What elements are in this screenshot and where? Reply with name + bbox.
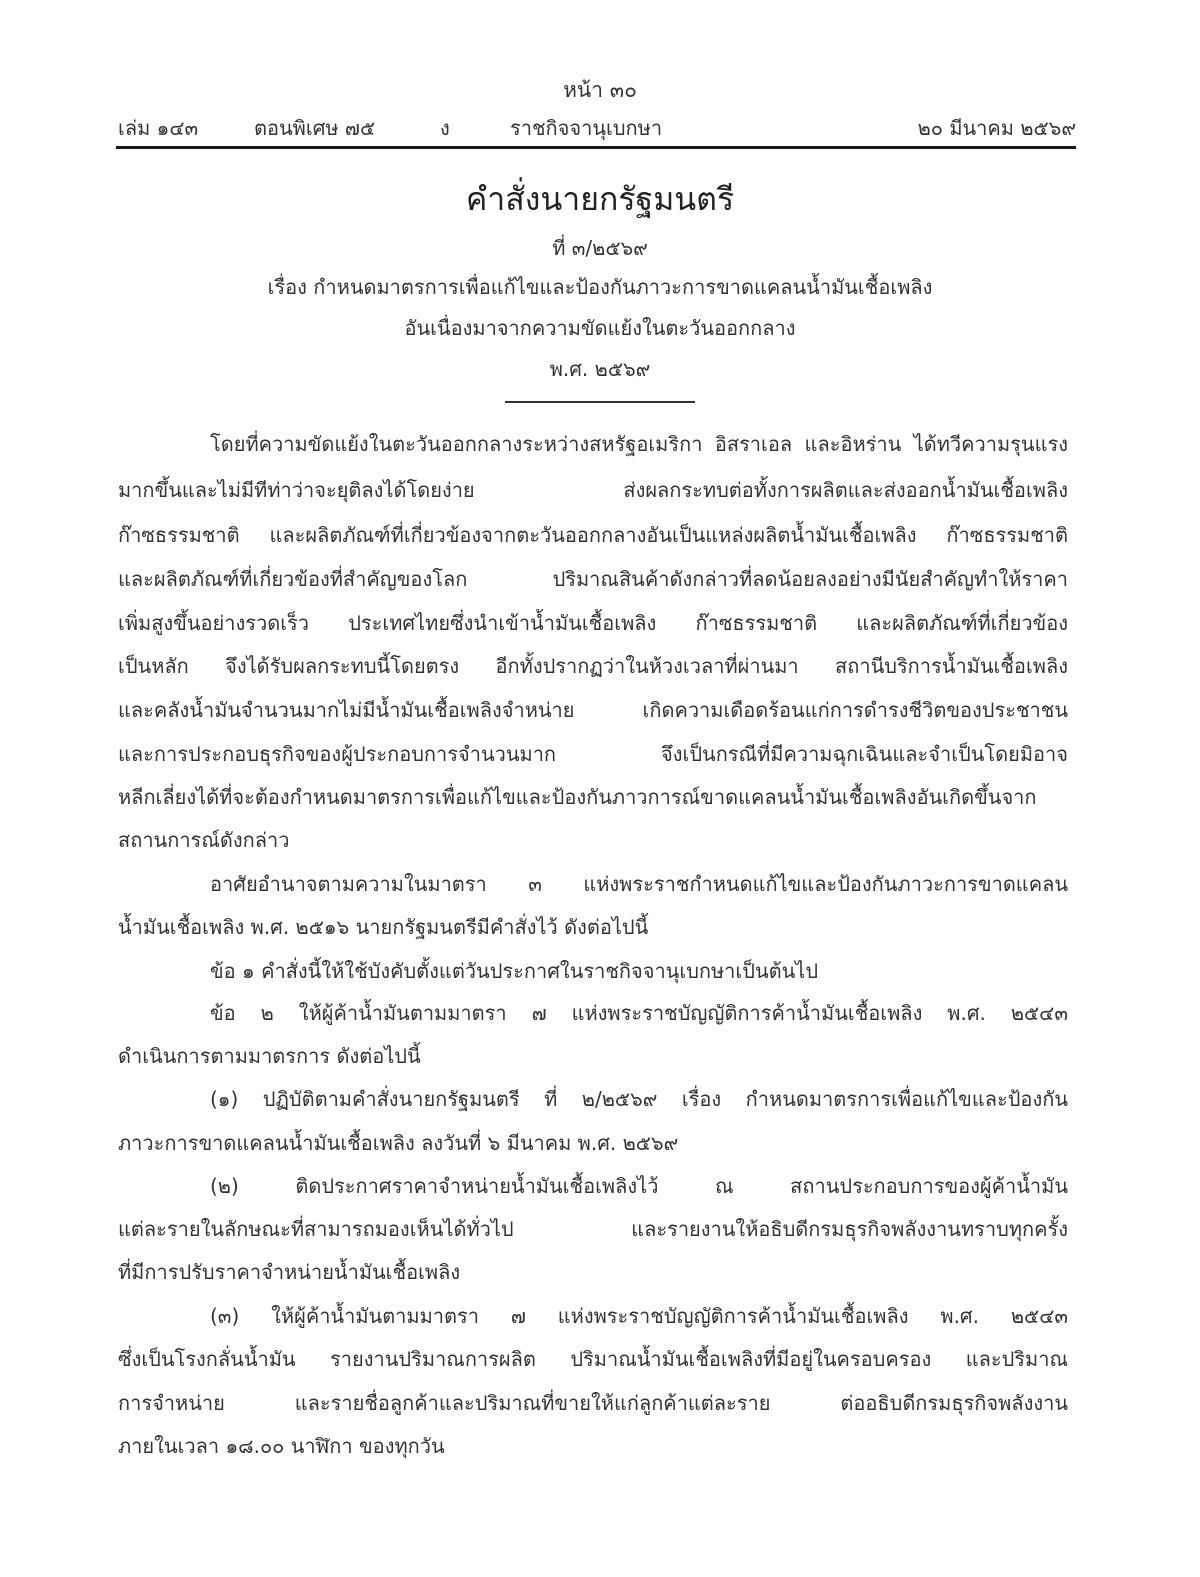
body-line: ดำเนินการตามมาตรการ ดังต่อไปนี้ [118, 1044, 421, 1068]
section-label: ตอนพิเศษ ๗๕ [254, 116, 376, 140]
part-label: ง [440, 116, 450, 140]
body-line: เป็นหลัก จึงได้รับผลกระทบนี้โดยตรง อีกทั้งปรากฏว่าในห้วงเวลาที่ผ่านมา สถานีบริการน้ำมันเชื้อเพลิง [118, 654, 1068, 678]
gazette-header [118, 112, 1076, 142]
body-line: ที่มีการปรับราคาจำหน่ายน้ำมันเชื้อเพลิง [118, 1260, 461, 1284]
order-number: ที่ ๓/๒๕๖๙ [552, 236, 648, 260]
body-line: หลีกเลี่ยงได้ที่จะต้องกำหนดมาตรการเพื่อแก้ไขและป้องกันภาวการณ์ขาดแคลนน้ำมันเชื้อเพลิงอันเกิดขึ้นจาก [118, 785, 1037, 809]
subject-line-1: เรื่อง กำหนดมาตรการเพื่อแก้ไขและป้องกันภาวะการขาดแคลนน้ำมันเชื้อเพลิง [267, 275, 933, 299]
body-line: และการประกอบธุรกิจของผู้ประกอบการจำนวนมาก จึงเป็นกรณีที่มีความฉุกเฉินและจำเป็นโดยมิอาจ [118, 742, 1068, 766]
volume-label: เล่ม ๑๔๓ [118, 116, 199, 140]
header-divider [116, 146, 1076, 149]
body-line: มากขึ้นและไม่มีทีท่าว่าจะยุติลงได้โดยง่าย ส่งผลกระทบต่อทั้งการผลิตและส่งออกน้ำมันเชื้อเพลิง [118, 478, 1068, 502]
sub-clause-2: (๒) ติดประกาศราคาจำหน่ายน้ำมันเชื้อเพลิงไว้ ณ สถานประกอบการของผู้ค้าน้ำมัน [210, 1174, 1068, 1198]
document-title: คำสั่งนายกรัฐมนตรี [465, 180, 735, 218]
body-line: น้ำมันเชื้อเพลิง พ.ศ. ๒๕๑๖ นายกรัฐมนตรีมีคำสั่งไว้ ดังต่อไปนี้ [118, 915, 649, 939]
body-line: เพิ่มสูงขึ้นอย่างรวดเร็ว ประเทศไทยซึ่งนำเข้าน้ำมันเชื้อเพลิง ก๊าซธรรมชาติ และผลิตภัณฑ์ที่เกี่ยวข้อง [118, 611, 1068, 635]
body-line: ซึ่งเป็นโรงกลั่นน้ำมัน รายงานปริมาณการผลิต ปริมาณน้ำมันเชื้อเพลิงที่มีอยู่ในครอบครอง และปริมาณ [118, 1347, 1068, 1371]
body-line: แต่ละรายในลักษณะที่สามารถมองเห็นได้ทั่วไป และรายงานให้อธิบดีกรมธุรกิจพลังงานทราบทุกครั้ง [118, 1217, 1068, 1241]
publication-name: ราชกิจจานุเบกษา [510, 116, 663, 140]
body-line: ภายในเวลา ๑๘.๐๐ นาฬิกา ของทุกวัน [118, 1434, 445, 1458]
clause-1: ข้อ ๑ คำสั่งนี้ให้ใช้บังคับตั้งแต่วันประกาศในราชกิจจานุเบกษาเป็นต้นไป [210, 959, 819, 983]
sub-clause-1: (๑) ปฏิบัติตามคำสั่งนายกรัฐมนตรี ที่ ๒/๒๕๖๙ เรื่อง กำหนดมาตรการเพื่อแก้ไขและป้องกัน [210, 1087, 1068, 1111]
body-line: ภาวะการขาดแคลนน้ำมันเชื้อเพลิง ลงวันที่ ๖ มีนาคม พ.ศ. ๒๕๖๙ [118, 1131, 679, 1155]
subject-line-2: อันเนื่องมาจากความขัดแย้งในตะวันออกกลาง [404, 316, 796, 340]
page-number: หน้า ๓๐ [563, 78, 637, 102]
publication-date: ๒๐ มีนาคม ๒๕๖๙ [917, 116, 1076, 140]
body-line: และผลิตภัณฑ์ที่เกี่ยวข้องที่สำคัญของโลก ปริมาณสินค้าดังกล่าวที่ลดน้อยลงอย่างมีนัยสำคัญทำให้ราคา [118, 567, 1068, 591]
body-line: ก๊าซธรรมชาติ และผลิตภัณฑ์ที่เกี่ยวข้องจากตะวันออกกลางอันเป็นแหล่งผลิตน้ำมันเชื้อเพลิง ก๊าซธรรมชาติ [118, 523, 1068, 547]
sub-clause-3: (๓) ให้ผู้ค้าน้ำมันตามมาตรา ๗ แห่งพระราชบัญญัติการค้าน้ำมันเชื้อเพลิง พ.ศ. ๒๕๔๓ [210, 1304, 1068, 1328]
order-year: พ.ศ. ๒๕๖๙ [549, 357, 651, 381]
body-line: อาศัยอำนาจตามความในมาตรา ๓ แห่งพระราชกำหนดแก้ไขและป้องกันภาวะการขาดแคลน [210, 872, 1068, 896]
title-divider [505, 401, 695, 403]
body-line: และคลังน้ำมันจำนวนมากไม่มีน้ำมันเชื้อเพลิงจำหน่าย เกิดความเดือดร้อนแก่การดำรงชีวิตของประชาชน [118, 698, 1068, 722]
body-line: โดยที่ความขัดแย้งในตะวันออกกลางระหว่างสหรัฐอเมริกา อิสราเอล และอิหร่าน ได้ทวีความรุนแรง [210, 432, 1068, 456]
body-line: สถานการณ์ดังกล่าว [118, 828, 290, 852]
clause-2: ข้อ ๒ ให้ผู้ค้าน้ำมันตามมาตรา ๗ แห่งพระราชบัญญัติการค้าน้ำมันเชื้อเพลิง พ.ศ. ๒๕๔๓ [210, 1001, 1068, 1025]
body-line: การจำหน่าย และรายชื่อลูกค้าและปริมาณที่ขายให้แก่ลูกค้าแต่ละราย ต่ออธิบดีกรมธุรกิจพลังงาน [118, 1391, 1068, 1415]
